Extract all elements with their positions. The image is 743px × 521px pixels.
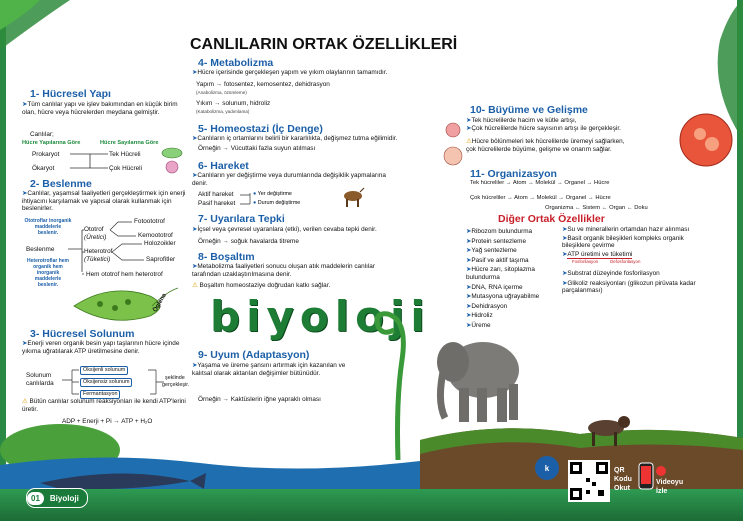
s6-text: Canlıların yer değiştirme veya durumlarında değişiklik yapmalarına denir.	[192, 172, 386, 187]
uretici-label: (Üretici)	[84, 234, 107, 241]
bullet-icon: ➤	[466, 125, 472, 132]
yapim-sub: (Anabolizma, özümleme)	[196, 90, 247, 95]
arrow-icon: →	[215, 81, 223, 88]
warning-icon: ⚠	[22, 398, 28, 405]
holozoikler-label: Holozoikler	[144, 240, 176, 247]
animal-icon	[340, 186, 366, 210]
oksijenli-box: Oksijenli solunum	[80, 366, 128, 375]
phone-icon	[638, 462, 654, 490]
tuketici-label: (Tüketici)	[84, 256, 111, 263]
list-item-text: Ribozom bulundurma	[471, 228, 533, 235]
arrow-icon: →	[222, 145, 229, 152]
bullet-icon: ➤	[466, 312, 472, 320]
list-item-text: Hücre zarı, sitoplazma bulundurma	[466, 266, 535, 281]
ornek-label: Örneğin	[198, 396, 221, 403]
yikim-sub: (Katabolizma, yadımlama)	[196, 109, 250, 114]
list-item	[562, 251, 730, 259]
s5-text: Canlıların iç ortamlarını belirli bir kararlılıkta, değişmez tutma eğilimidir.	[197, 135, 398, 142]
fosforilasyon-label: Fosforilasyon	[572, 259, 599, 265]
video-text	[656, 478, 683, 496]
org-line2: Çok hücreliler → Atom → Molekül → Organel → Hücre	[470, 195, 611, 201]
tek-hucreli-label: Tek Hücreli	[109, 151, 141, 158]
list-item-text: Yağ sentezleme	[471, 247, 517, 255]
s1-text: Tüm canlılar yapı ve işlev bakımından en küçük birim olan, hücre veya hücrelerden meydana gelmiştir.	[22, 101, 178, 116]
leaf-decoration-icon	[0, 0, 90, 60]
section-1-text	[22, 101, 192, 116]
col-hucre-yapisi: Hücre Yapılarına Göre	[22, 140, 81, 146]
bullet-icon: ➤	[466, 237, 472, 245]
list-item-text: Pasif ve aktif taşıma	[471, 256, 529, 264]
ornek-label: Örneğin	[198, 238, 221, 245]
footer-strip	[0, 489, 743, 521]
bullet-icon: ➤	[562, 226, 568, 233]
list-item-text: Basit organik bileşikleri kompleks organik bileşiklere çevirme	[562, 234, 684, 250]
section-3-text	[22, 340, 197, 355]
oksijensiz-box: Oksijensiz solunum	[80, 378, 132, 387]
fermantasyon-box: Fermantasyon	[80, 390, 120, 399]
yapim-row	[196, 81, 330, 89]
seklinde-label: şeklinde	[165, 375, 185, 381]
durum-label: Durum değiştirme	[257, 200, 301, 206]
qr-code-icon[interactable]	[568, 460, 610, 502]
saprofitler-label: Saprofitler	[146, 256, 176, 263]
oglena-label: Öglena	[152, 292, 168, 314]
video-label-1: Videoyu	[656, 479, 684, 486]
s9-example	[198, 396, 321, 404]
s10-b1	[466, 117, 577, 125]
s10-b2	[466, 125, 621, 133]
bullet-icon: ➤	[192, 226, 198, 233]
bullet-icon: ➤	[466, 117, 472, 124]
publisher-logo-icon: k	[535, 456, 559, 480]
list-item-text: Su ve minerallerin ortamdan hazır alınması	[567, 226, 690, 233]
okaryot-label: Ökaryot	[32, 165, 55, 172]
embryo-icon	[678, 112, 734, 168]
warning-icon: ⚠	[192, 282, 198, 289]
cok-hucreli-label: Çok Hücreli	[109, 165, 143, 172]
bullet-icon: ➤	[192, 362, 198, 369]
atp-formula: ADP + Enerji + Pi → ATP + H₂O	[62, 418, 153, 425]
yikim-examples: solunum, hidroliz	[222, 100, 271, 107]
section-5-text	[192, 135, 437, 143]
arrow-icon: →	[214, 100, 221, 107]
bullet-icon: ➤	[466, 302, 472, 310]
list-item	[562, 270, 730, 278]
arrow-icon: →	[222, 238, 229, 245]
diger-title: Diğer Ortak Özellikler	[498, 213, 605, 225]
video-label-2: İzle	[656, 488, 668, 495]
yikim-label: Yıkım	[196, 100, 213, 107]
bullet-icon: ➤	[562, 279, 568, 287]
beslenme-label: Beslenme	[26, 246, 55, 253]
col-hucre-sayisi: Hücre Sayılarına Göre	[100, 140, 159, 146]
s10-b3	[466, 138, 634, 153]
s10-b1-text: Tek hücrelilerde hacim ve kütle artışı,	[471, 117, 577, 124]
page-title: CANLILARIN ORTAK ÖZELLİKLERİ	[190, 36, 458, 53]
list-item-text: Hidroliz	[471, 312, 493, 320]
note-heterotrof: Heterotroflar hem organik hem inorganik maddelerle beslenir.	[27, 258, 69, 288]
s8-warn-text: Boşaltım homeostaziye doğrudan katkı sağlar.	[199, 282, 331, 289]
warning-icon: ⚠	[466, 138, 472, 145]
list-item-text: Substrat düzeyinde fosforilasyon	[567, 269, 660, 277]
s4-text: Hücre içerisinde gerçekleşen yapım ve yıkım olaylarının tamamıdır.	[197, 69, 388, 76]
pasif-label: Pasif hareket	[198, 200, 236, 207]
list-item-text: Mutasyona uğrayabilme	[471, 293, 540, 301]
s8-warning	[192, 282, 330, 290]
bullet-icon: ➤	[192, 135, 198, 142]
s3-text: Enerji veren organik besin yapı taşlarının hücre içinde yıkıma uğratılarak ATP üretilmesine denir.	[22, 340, 180, 355]
section-9-text	[192, 362, 367, 377]
list-item	[466, 266, 546, 281]
list-item-text: Protein sentezleme	[471, 237, 527, 245]
prokaryot-label: Prokaryot	[32, 151, 60, 158]
arrow-icon: →	[222, 396, 229, 403]
wild-dog-image	[578, 412, 634, 452]
ornek-label: Örneğin	[198, 145, 221, 152]
page-number: 01	[27, 492, 44, 505]
bullet-icon: ➤	[466, 293, 472, 301]
s6-connector-icon	[240, 190, 257, 208]
list-item-text: DNA, RNA içerme	[471, 283, 523, 291]
gerceklesir-label: gerçekleşir.	[162, 382, 190, 388]
diger-right-list	[562, 226, 730, 295]
s9-example-text: Kaktüslerin iğne yapraklı olması	[230, 396, 321, 403]
list-item	[562, 235, 712, 250]
play-icon[interactable]	[656, 466, 666, 476]
yikim-row	[196, 100, 270, 108]
bullet-icon: ➤	[466, 247, 472, 255]
bullet-icon: ➤	[562, 269, 568, 277]
s8-text: Metabolizma faaliyetleri sonucu oluşan atık maddelerin canlılar tarafından uzaklaştırılmasına denir.	[192, 263, 375, 278]
org-line1: Tek hücreliler → Atom → Molekül → Organel → Hücre	[470, 180, 610, 186]
s5-example	[198, 145, 315, 153]
qr-label-3: Okut	[614, 485, 630, 492]
bullet-icon: ➤	[562, 234, 568, 242]
bullet-icon: ➤	[466, 321, 472, 329]
note-ototrof: Ototroflar inorganik maddelerle beslenir.	[24, 218, 72, 236]
section-3-title: 3- Hücresel Solunum	[30, 328, 135, 340]
bullet-icon: ➤	[466, 266, 472, 274]
section-8-title: 8- Boşaltım	[198, 251, 255, 263]
bullet-icon: ●	[253, 200, 257, 206]
euglena-image	[70, 282, 180, 330]
list-item	[466, 303, 586, 311]
aktif-label: Aktif hareket	[198, 191, 234, 198]
list-item	[562, 280, 702, 295]
bullet-icon: ➤	[466, 256, 472, 264]
qr-label-2: Kodu	[614, 476, 632, 483]
section-9-title: 9- Uyum (Adaptasyon)	[198, 349, 310, 361]
ototrof-label: Ototrof	[84, 226, 104, 233]
bullet-icon: ➤	[22, 190, 28, 197]
section-4-title: 4- Metabolizma	[198, 57, 274, 69]
yapim-examples: fotosentez, kemosentez, dehidrasyon	[223, 81, 330, 88]
list-item	[466, 312, 586, 320]
bullet-icon: ➤	[192, 172, 198, 179]
section-5-title: 5- Homeostazi (İç Denge)	[198, 123, 323, 135]
bullet-icon: ➤	[466, 283, 472, 291]
bullet-icon: ➤	[22, 101, 28, 108]
qr-label-1: QR	[614, 467, 625, 474]
list-item-text: Dehidrasyon	[471, 302, 508, 310]
s10-b2-text: Çok hücrelilerde hücre sayısının artışı ile gerçekleşir.	[471, 125, 621, 132]
s7-text: İçsel veya çevresel uyaranlara (etki), verilen cevaba tepki denir.	[197, 226, 377, 233]
defosforilasyon-label: Defosforilasyon	[610, 259, 641, 265]
bullet-icon: ➤	[192, 263, 198, 270]
fotoototrof-label: Fotoototrof	[134, 218, 165, 225]
s7-example	[198, 238, 299, 246]
kemoototrof-label: Kemoototrof	[138, 232, 173, 239]
list-item-text: Üreme	[471, 321, 491, 329]
section-8-text	[192, 263, 392, 278]
fos-row	[562, 258, 730, 266]
fern-icon	[368, 300, 428, 460]
section-11-title: 11- Organizasyon	[470, 168, 557, 180]
s3-connector-icon	[62, 366, 166, 398]
s7-example-text: soğuk havalarda titreme	[230, 238, 299, 245]
bullet-icon: ●	[253, 191, 257, 197]
list-item-text: ATP üretimi ve tüketimi	[567, 250, 633, 258]
elephant-image	[425, 322, 535, 432]
section-7-text	[192, 226, 432, 234]
qr-text	[614, 466, 632, 493]
section-7-title: 7- Uyarılara Tepki	[198, 213, 285, 225]
section-2-text	[22, 190, 197, 213]
s3-warn-text: Bütün canlılar solunum reaksiyonları ile kendi ATP'lerini üretir.	[22, 398, 186, 413]
s2-connector-icon	[68, 218, 148, 278]
section-6-text	[192, 172, 392, 187]
heterotrof-label: Heterotrof	[84, 248, 113, 255]
yapim-label: Yapım	[196, 81, 214, 88]
s9-text: Yaşama ve üreme şansını artırmak için kazanılan ve kalıtsal olarak aktarılan değişimler bütünüdür.	[192, 362, 346, 377]
bullet-icon: ➤	[562, 250, 568, 258]
durum-row	[253, 200, 300, 207]
s10-b3-text: Hücre bölünmeleri tek hücrelilerde üremeyi sağlarken, çok hücrelilerde büyüme, gelişme ve onarım sağlar.	[466, 138, 625, 153]
s5-example-text: Vücuttaki fazla suyun atılması	[230, 145, 316, 152]
s2-text: Canlılar, yaşamsal faaliyetleri gerçekleştirmek için enerji ihtiyacını karşılamak ve yapısal olarak kullanmak için beslenirler.	[22, 190, 186, 213]
section-2-title: 2- Beslenme	[30, 178, 92, 190]
list-item	[562, 226, 730, 234]
canlilar-label: Canlılar;	[30, 131, 54, 138]
hem-label: Hem ototrof hem heterotrof	[86, 271, 163, 278]
section-10-title: 10- Büyüme ve Gelişme	[470, 104, 588, 116]
section-6-title: 6- Hareket	[198, 160, 249, 172]
bullet-icon: ➤	[22, 340, 28, 347]
list-item-text: Glikoliz reaksiyonları (glikozun pirüvata kadar parçalanması)	[562, 279, 696, 295]
page-tag	[26, 488, 88, 508]
solunum-label2: canlılarda	[26, 380, 54, 387]
s1-connector-icon	[70, 148, 110, 176]
org-line3: Organizma ← Sistem ← Organ ← Doku	[545, 205, 648, 211]
yer-label: Yer değiştirme	[257, 191, 292, 197]
brand-biyoloji: biyoloji	[210, 292, 431, 341]
section-4-text	[192, 69, 432, 77]
yer-row	[253, 191, 292, 198]
solunum-label1: Solunum	[26, 372, 52, 379]
cell-images-icon	[160, 146, 186, 174]
bullet-icon: ➤	[192, 69, 198, 76]
cells-icon	[438, 120, 468, 170]
subject-label: Biyoloji	[49, 493, 79, 503]
section-1-title: 1- Hücresel Yapı	[30, 88, 111, 100]
s3-warning	[22, 398, 197, 413]
bullet-icon: ➤	[466, 228, 472, 235]
